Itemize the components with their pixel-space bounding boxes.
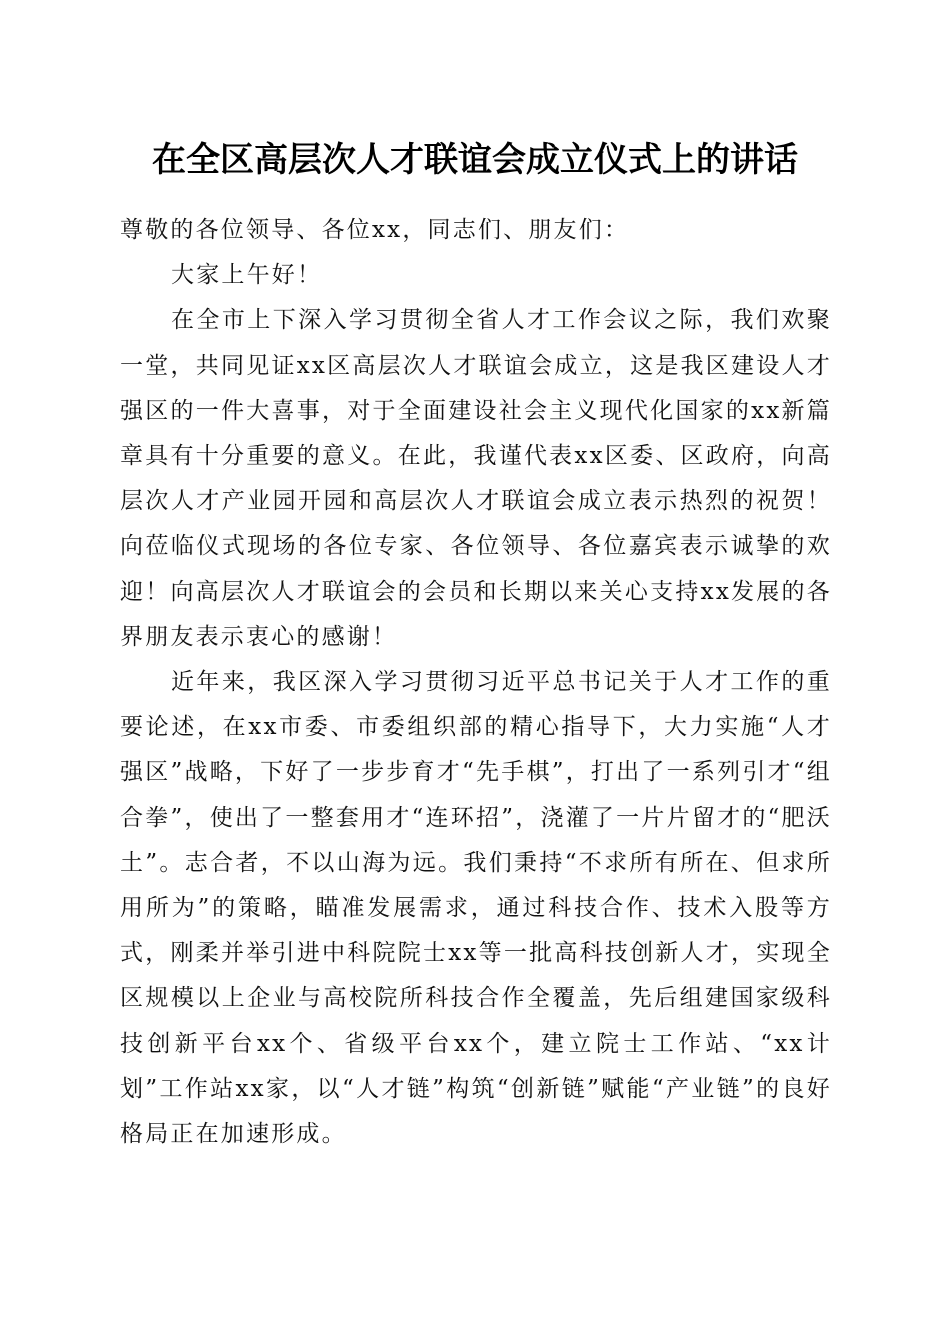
body-paragraph: 在全市上下深入学习贯彻全省人才工作会议之际，我们欢聚一堂，共同见证xx区高层次人才联谊会成立，这是我区建设人才强区的一件大喜事，对于全面建设社会主义现代化国家的xx新篇章具有十分重要的意义。在此，我谨代表xx区委、区政府，向高层次人才产业园开园和高层次人才联谊会成立表示热烈的祝贺！向莅临仪式现场的各位专家、各位领导、各位嘉宾表示诚挚的欢迎！向高层次人才联谊会的会员和长期以来关心支持xx发展的各界朋友表示衷心的感谢！ xyxy=(120,307,832,650)
body-paragraph: 近年来，我区深入学习贯彻习近平总书记关于人才工作的重要论述，在xx市委、市委组织部的精心指导下，大力实施“人才强区”战略，下好了一步步育才“先手棋”，打出了一系列引才“组合拳”，使出了一整套用才“连环招”，浇灌了一片片留才的“肥沃土”。志合者，不以山海为远。我们秉持“不求所有所在、但求所用所为”的策略，瞄准发展需求，通过科技合作、技术入股等方式，刚柔并举引进中科院院士xx等一批高科技创新人才，实现全区规模以上企业与高校院所科技合作全覆盖，先后组建国家级科技创新平台xx个、省级平台xx个，建立院士工作站、“xx计划”工作站xx家，以“人才链”构筑“创新链”赋能“产业链”的良好格局正在加速形成。 xyxy=(120,669,832,1148)
document-body xyxy=(120,208,832,1157)
salutation: 尊敬的各位领导、各位xx，同志们、朋友们： xyxy=(120,217,630,243)
greeting: 大家上午好！ xyxy=(171,262,323,289)
page-title: 在全区高层次人才联谊会成立仪式上的讲话 xyxy=(152,140,798,180)
